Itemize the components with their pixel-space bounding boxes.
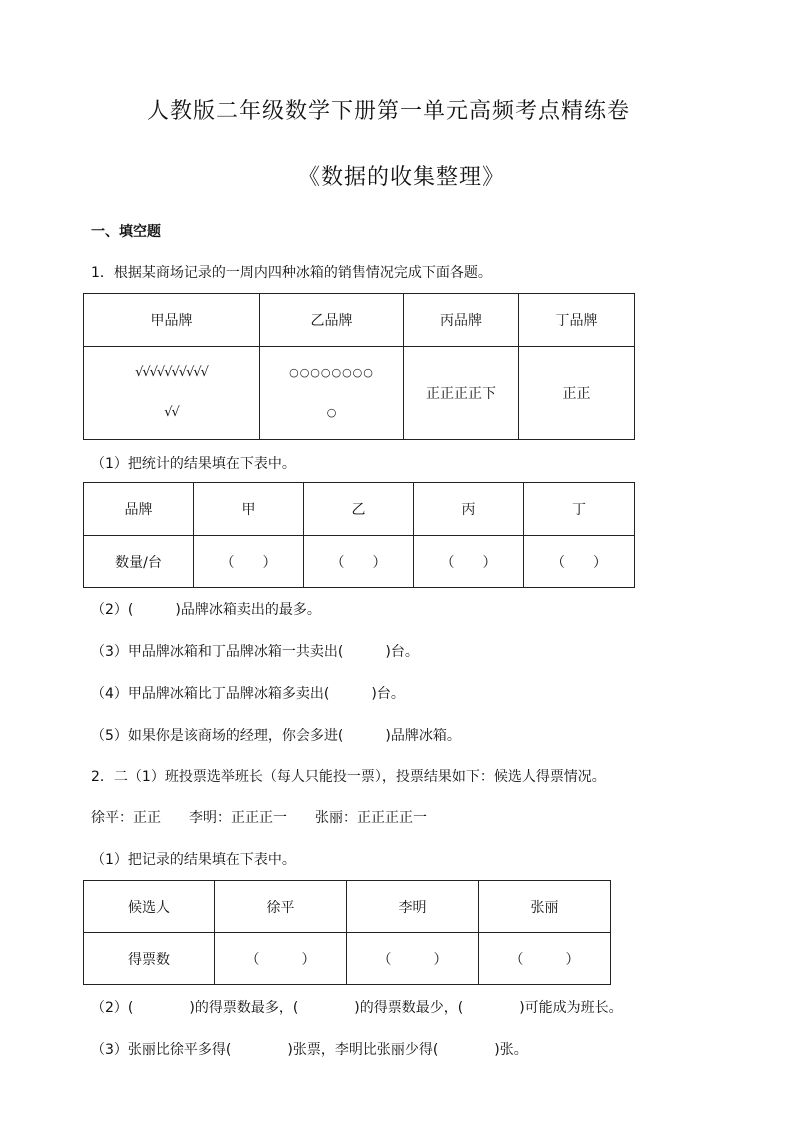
candidate-xu-ping: 徐平 — [215, 881, 347, 933]
tally-bing: 正正正正下 — [404, 347, 519, 440]
tally-table — [83, 293, 635, 440]
tally-ding: 正正 — [519, 347, 635, 440]
question-2-sub3: （3）张丽比徐平多得( )张票，李明比张丽少得( )张。 — [91, 1042, 528, 1058]
vote-count-table — [83, 880, 611, 985]
header-ding-brand: 丁品牌 — [519, 294, 635, 347]
answer-blank-yi[interactable]: （ ） — [304, 536, 414, 588]
question-2-sub1: （1）把记录的结果填在下表中。 — [91, 852, 296, 868]
candidate-header: 候选人 — [84, 881, 215, 933]
question-1-stem: 1．根据某商场记录的一周内四种冰箱的销售情况完成下面各题。 — [91, 265, 492, 281]
votes-label: 得票数 — [84, 933, 215, 985]
answer-blank-zhang-li[interactable]: （ ） — [479, 933, 611, 985]
question-1-sub1: （1）把统计的结果填在下表中。 — [91, 456, 296, 472]
brand-jia: 甲 — [194, 483, 304, 536]
question-1-sub2: （2）( )品牌冰箱卖出的最多。 — [91, 602, 321, 618]
answer-blank-bing[interactable]: （ ） — [414, 536, 524, 588]
tally-yi-line1: ○○○○○○○○ — [289, 366, 374, 379]
tally-yi — [260, 347, 404, 440]
tally-jia-line2: √√ — [164, 405, 179, 420]
page-title: 人教版二年级数学下册第一单元高频考点精练卷 — [147, 99, 631, 124]
vote-record: 徐平：正正 李明：正正正一 张丽：正正正正一 — [91, 810, 427, 826]
brand-yi: 乙 — [304, 483, 414, 536]
brand-count-table — [83, 482, 635, 588]
question-1-sub3: （3）甲品牌冰箱和丁品牌冰箱一共卖出( )台。 — [91, 644, 419, 660]
candidate-li-ming: 李明 — [347, 881, 479, 933]
answer-blank-li-ming[interactable]: （ ） — [347, 933, 479, 985]
answer-blank-xu-ping[interactable]: （ ） — [215, 933, 347, 985]
candidate-zhang-li: 张丽 — [479, 881, 611, 933]
tally-jia-line1: √√√√√√√√√√ — [135, 365, 208, 380]
header-yi-brand: 乙品牌 — [260, 294, 404, 347]
answer-blank-jia[interactable]: （ ） — [194, 536, 304, 588]
tally-yi-line2: ○ — [326, 406, 337, 419]
quantity-label: 数量/台 — [84, 536, 194, 588]
section-heading-fill-in: 一、填空题 — [91, 224, 161, 240]
question-2-stem: 2．二（1）班投票选举班长（每人只能投一票），投票结果如下：候选人得票情况。 — [91, 769, 606, 785]
brand-header: 品牌 — [84, 483, 194, 536]
header-jia-brand: 甲品牌 — [84, 294, 260, 347]
brand-ding: 丁 — [524, 483, 635, 536]
page-subtitle: 《数据的收集整理》 — [298, 165, 506, 190]
question-1-sub5: （5）如果你是该商场的经理，你会多进( )品牌冰箱。 — [91, 728, 461, 744]
header-bing-brand: 丙品牌 — [404, 294, 519, 347]
question-1-sub4: （4）甲品牌冰箱比丁品牌冰箱多卖出( )台。 — [91, 686, 405, 702]
tally-jia — [84, 347, 260, 440]
brand-bing: 丙 — [414, 483, 524, 536]
answer-blank-ding[interactable]: （ ） — [524, 536, 635, 588]
question-2-sub2: （2）( )的得票数最多，( )的得票数最少，( )可能成为班长。 — [91, 1000, 623, 1016]
